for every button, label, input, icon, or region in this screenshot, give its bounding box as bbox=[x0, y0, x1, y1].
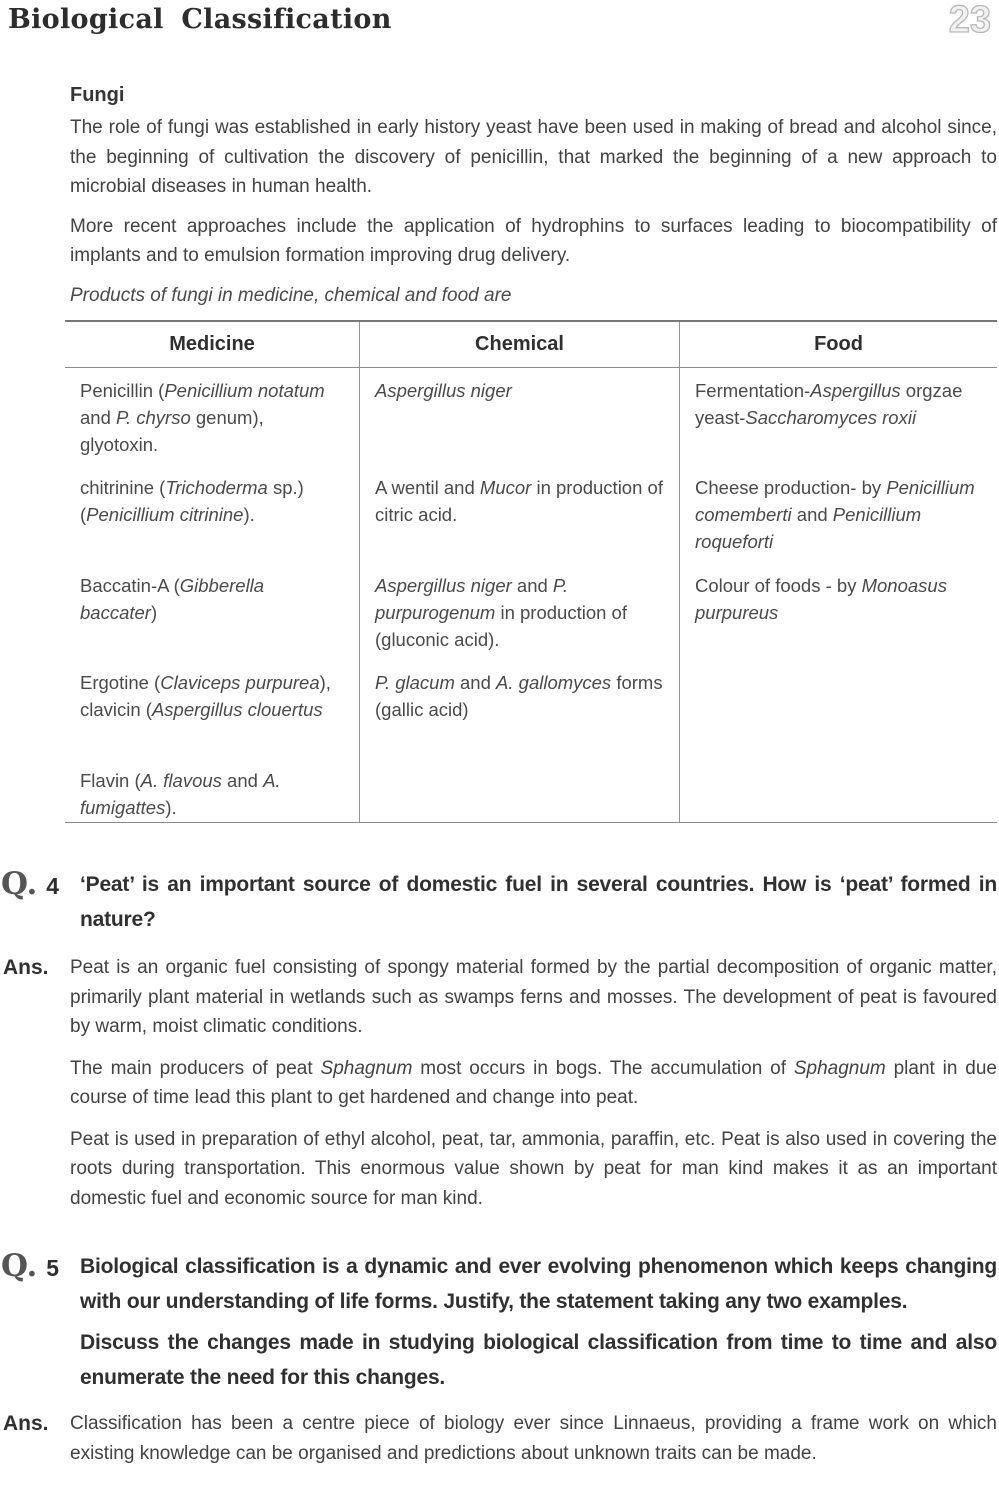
answer-4-paragraph-3: Peat is used in preparation of ethyl alcohol, peat, tar, ammonia, paraffin, etc. Peat is also used in covering the roots during transportation. This enormous value shown by peat for man kind makes it as an important domestic fuel and economic source for man kind. bbox=[70, 1128, 997, 1209]
table-cell-food-1: Fermentation-Aspergillus orgzae yeast-Saccharomyces roxii bbox=[695, 380, 963, 428]
answer-5 bbox=[0, 1409, 997, 1468]
table-cell-food-4 bbox=[680, 660, 997, 758]
page-title: Biological Classification bbox=[8, 4, 392, 35]
question-marker: Q. bbox=[1, 1248, 38, 1284]
fungi-paragraph-3: Products of fungi in medicine, chemical and food are bbox=[70, 284, 512, 306]
answer-marker: Ans. bbox=[3, 956, 49, 979]
table-cell-medicine-3: Baccatin-A (Gibberella baccater) bbox=[65, 563, 360, 660]
table-cell-chemical-4: P. glacum and A. gallomyces forms (gallic acid) bbox=[360, 660, 680, 758]
table-cell-medicine-1: Penicillin (Penicillium notatum and P. chyrso genum), glyotoxin. bbox=[65, 368, 360, 465]
question-number: 4 bbox=[46, 873, 60, 899]
table-header-chemical: Chemical bbox=[360, 322, 680, 368]
table-cell-medicine-5: Flavin (A. flavous and A. fumigattes). bbox=[65, 758, 360, 822]
question-5-label bbox=[0, 1249, 80, 1395]
question-5-text-2: Discuss the changes made in studying biological classification from time to time and also enumerate the need for this changes. bbox=[80, 1331, 997, 1389]
table-header-food: Food bbox=[680, 322, 997, 368]
table-cell-medicine-4: Ergotine (Claviceps purpurea), clavicin (Aspergillus clouertus bbox=[65, 660, 360, 758]
answer-4-paragraph-2: The main producers of peat Sphagnum most occurs in bogs. The accumulation of Sphagnum plant in due course of time lead this plant to get hardened and change into peat. bbox=[70, 1057, 997, 1108]
fungi-section bbox=[70, 84, 997, 310]
question-5-text-1: Biological classification is a dynamic and ever evolving phenomenon which keeps changing with our understanding of life forms. Justify, the statement taking any two examples. bbox=[80, 1255, 997, 1313]
answer-4-paragraph-1: Peat is an organic fuel consisting of spongy material formed by the partial decomposition of organic matter, primarily plant material in wetlands such as swamps ferns and mosses. The development of peat is favoured by warm, moist climatic conditions. bbox=[70, 957, 997, 1037]
question-number: 5 bbox=[46, 1255, 60, 1281]
page-number: 23 bbox=[948, 0, 991, 41]
table-cell-food-5 bbox=[680, 758, 997, 822]
question-4-label bbox=[0, 867, 80, 937]
table-cell-food-2: Cheese production- by Penicillium comemberti and Penicillium roqueforti bbox=[695, 477, 975, 552]
question-5 bbox=[0, 1249, 997, 1395]
question-marker: Q. bbox=[1, 866, 38, 902]
question-4 bbox=[0, 867, 997, 937]
table-cell-chemical-3: Aspergillus niger and P. purpurogenum in production of (gluconic acid). bbox=[360, 563, 680, 660]
answer-4 bbox=[0, 953, 997, 1213]
fungi-paragraph-2: More recent approaches include the application of hydrophins to surfaces leading to biocompatibility of implants and to emulsion formation improving drug delivery. bbox=[70, 215, 997, 266]
question-4-text: ‘Peat’ is an important source of domestic fuel in several countries. How is ‘peat’ formed in nature? bbox=[80, 873, 997, 931]
page-header bbox=[0, 0, 999, 41]
table-cell-chemical-1: Aspergillus niger bbox=[360, 368, 680, 465]
fungi-paragraph-1: The role of fungi was established in early history yeast have been used in making of bread and alcohol since, the beginning of cultivation the discovery of penicillin, that marked the beginning of a new approach to microbial diseases in human health. bbox=[70, 117, 997, 197]
table-cell-medicine-2: chitrinine (Trichoderma sp.) (Penicillium citrinine). bbox=[65, 465, 360, 563]
table-cell-chemical-2: A wentil and Mucor in production of citric acid. bbox=[360, 465, 680, 563]
answer-5-label bbox=[0, 1409, 70, 1468]
answer-5-paragraph-1: Classification has been a centre piece of biology ever since Linnaeus, providing a frame work on which existing knowledge can be organised and predictions about unknown traits can be made. bbox=[70, 1413, 997, 1464]
fungi-products-table bbox=[65, 320, 997, 823]
fungi-heading: Fungi bbox=[70, 84, 125, 106]
answer-4-label bbox=[0, 953, 70, 1213]
answer-marker: Ans. bbox=[3, 1412, 49, 1435]
table-header-medicine: Medicine bbox=[65, 322, 360, 368]
table-cell-food-3: Colour of foods - by Monoasus purpureus bbox=[695, 575, 947, 623]
table-cell-chemical-5 bbox=[360, 758, 680, 822]
